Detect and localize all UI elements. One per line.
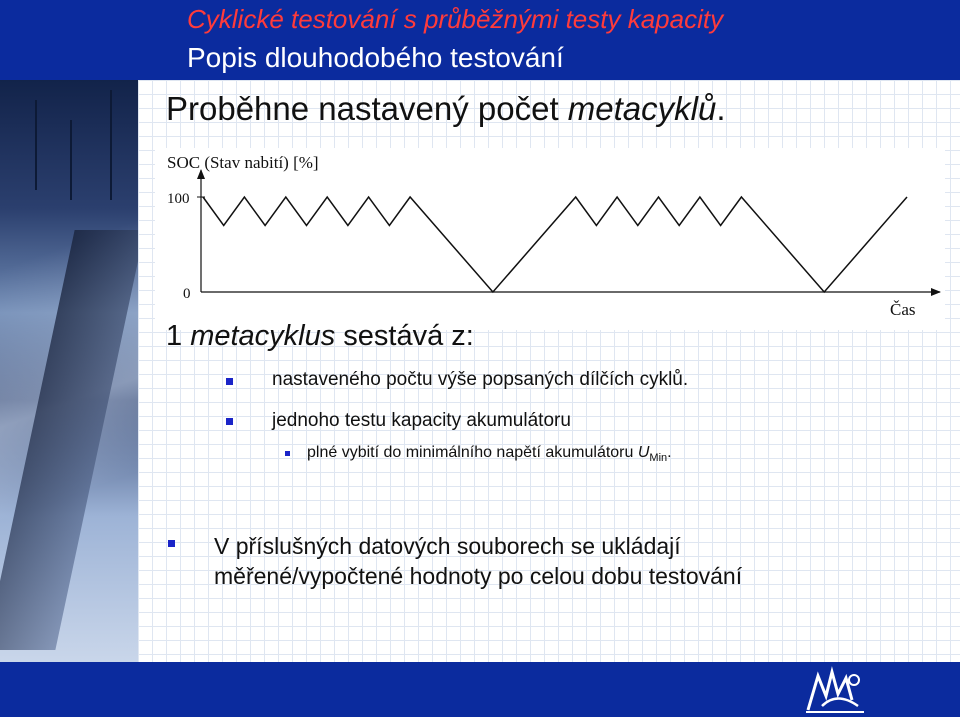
y-axis-label: SOC (Stav nabití) [%]: [167, 153, 319, 172]
slide-title: Cyklické testování s průběžnými testy kapacity: [187, 4, 724, 34]
note-item: V příslušných datových souborech se ukládají měřené/vypočtené hodnoty po celou dobu testování: [214, 533, 743, 589]
sub-bullet-item: plné vybití do minimálního napětí akumulátoru $U_{Min}$.: [307, 444, 672, 465]
lamp-post: [35, 100, 37, 190]
lamp-post: [110, 90, 112, 200]
footer-band: [0, 662, 960, 717]
lion-logo-icon: [802, 666, 868, 714]
main-heading: Proběhne nastavený počet metacyklů.: [166, 90, 726, 127]
road-image: [0, 230, 145, 650]
metacycle-heading: 1 metacyklus sestává z:: [166, 320, 474, 352]
slide-subtitle: Popis dlouhodobého testování: [187, 42, 564, 73]
bullet-marker: [226, 418, 233, 425]
side-photo: [0, 80, 138, 662]
x-axis-label: Čas: [890, 300, 916, 319]
soc-chart: [155, 148, 945, 330]
soc-series-line: [203, 197, 907, 292]
bullet-marker: [168, 540, 175, 547]
sub-bullet-marker: [285, 451, 290, 456]
header-band: [0, 0, 960, 80]
y-tick-label: 0: [183, 286, 191, 302]
bullet-item: jednoho testu kapacity akumulátoru: [272, 410, 571, 431]
lamp-post: [70, 120, 72, 200]
y-tick-label: 100: [167, 191, 190, 207]
bullet-marker: [226, 378, 233, 385]
bullet-item: nastaveného počtu výše popsaných dílčích cyklů.: [272, 369, 689, 390]
